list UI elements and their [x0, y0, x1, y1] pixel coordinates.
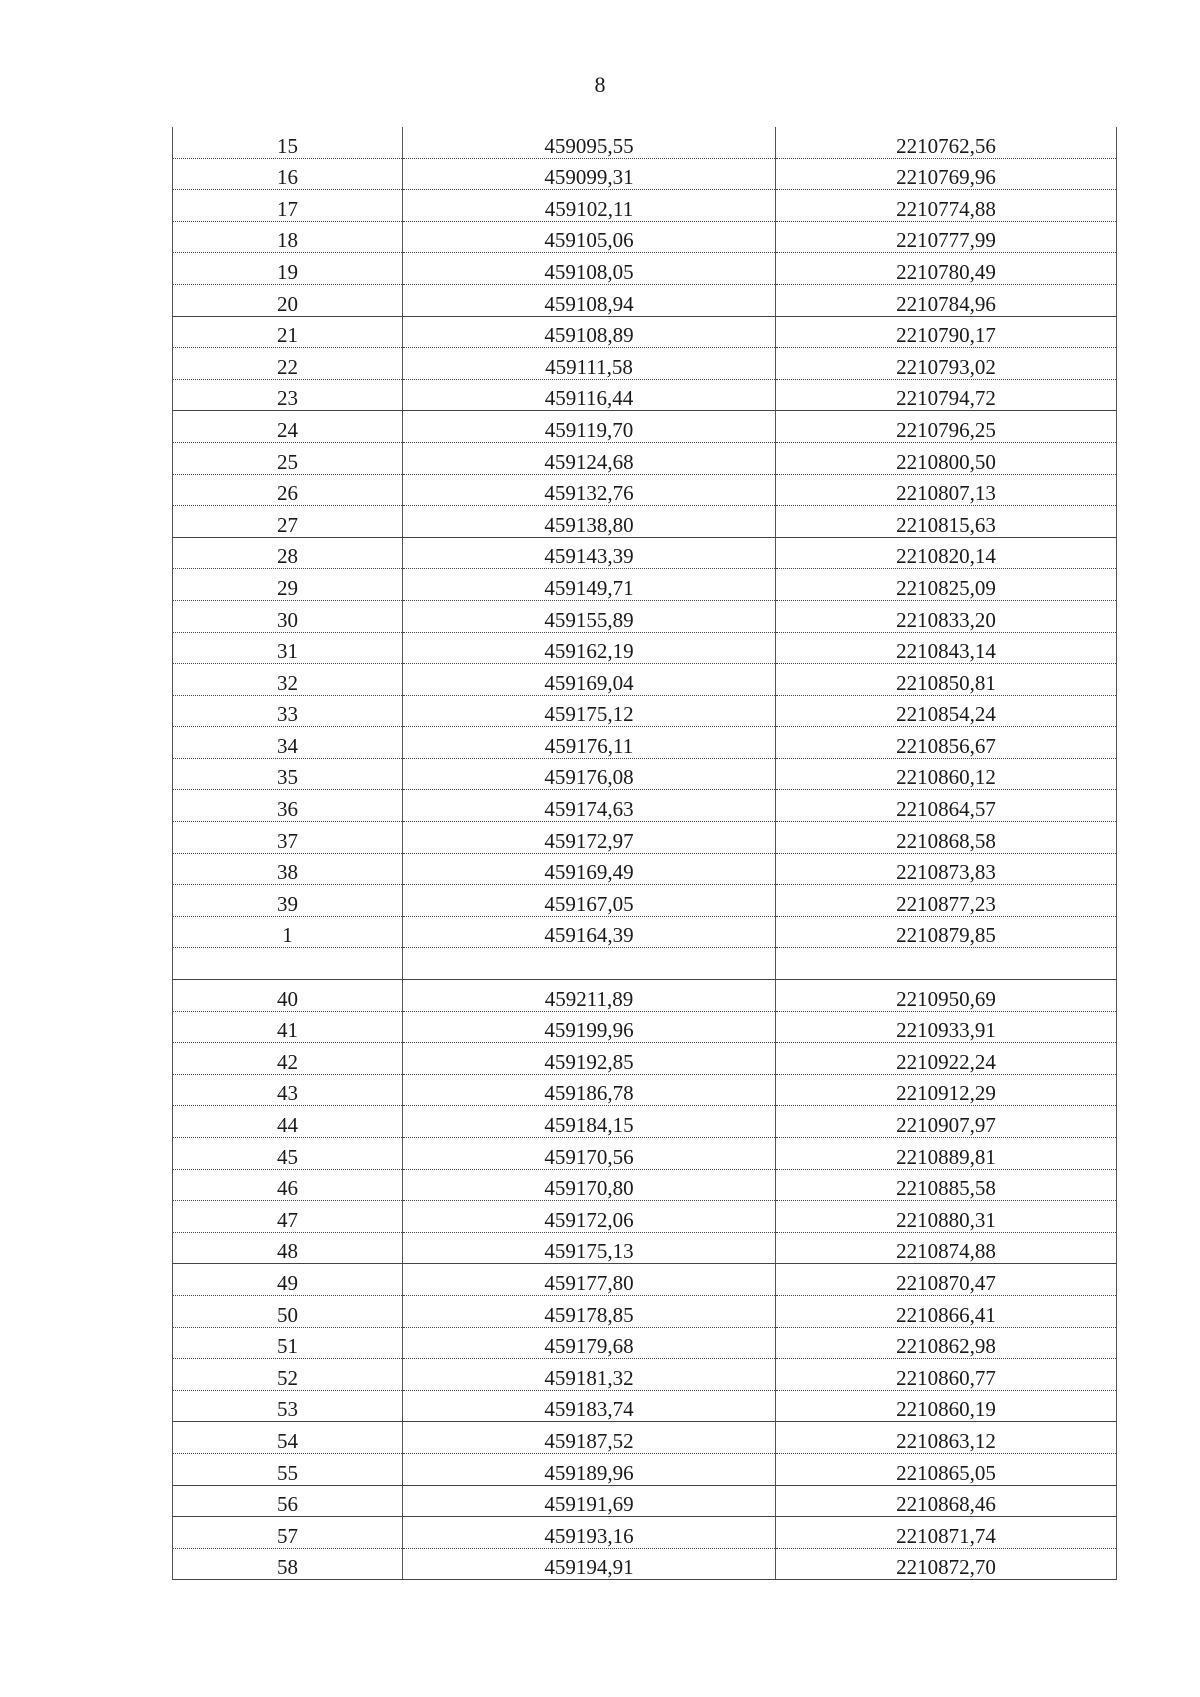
x-coordinate-cell: 459176,11 [403, 727, 776, 759]
y-coordinate-cell [776, 948, 1117, 980]
table-row [173, 127, 1117, 158]
y-coordinate-cell: 2210860,12 [776, 758, 1117, 790]
table-row [173, 442, 1117, 474]
point-number-cell: 53 [173, 1390, 403, 1422]
table-row [173, 506, 1117, 538]
x-coordinate-cell: 459194,91 [403, 1548, 776, 1580]
point-number-cell: 47 [173, 1201, 403, 1233]
table-row [173, 1517, 1117, 1549]
x-coordinate-cell: 459143,39 [403, 537, 776, 569]
x-coordinate-cell: 459132,76 [403, 474, 776, 506]
y-coordinate-cell: 2210907,97 [776, 1106, 1117, 1138]
point-number-cell: 42 [173, 1043, 403, 1075]
x-coordinate-cell: 459176,08 [403, 758, 776, 790]
table-row [173, 1390, 1117, 1422]
table-row [173, 1043, 1117, 1075]
y-coordinate-cell: 2210871,74 [776, 1517, 1117, 1549]
y-coordinate-cell: 2210885,58 [776, 1169, 1117, 1201]
table-row [173, 664, 1117, 696]
table-row [173, 1169, 1117, 1201]
x-coordinate-cell: 459102,11 [403, 190, 776, 222]
y-coordinate-cell: 2210780,49 [776, 253, 1117, 285]
y-coordinate-cell: 2210889,81 [776, 1138, 1117, 1170]
table-row [173, 348, 1117, 380]
table-row [173, 190, 1117, 222]
y-coordinate-cell: 2210868,58 [776, 822, 1117, 854]
point-number-cell: 54 [173, 1422, 403, 1454]
point-number-cell: 31 [173, 632, 403, 664]
y-coordinate-cell: 2210922,24 [776, 1043, 1117, 1075]
point-number-cell: 19 [173, 253, 403, 285]
y-coordinate-cell: 2210856,67 [776, 727, 1117, 759]
point-number-cell: 29 [173, 569, 403, 601]
x-coordinate-cell [403, 948, 776, 980]
x-coordinate-cell: 459099,31 [403, 158, 776, 190]
y-coordinate-cell: 2210879,85 [776, 916, 1117, 948]
point-number-cell: 48 [173, 1232, 403, 1264]
point-number-cell: 28 [173, 537, 403, 569]
y-coordinate-cell: 2210825,09 [776, 569, 1117, 601]
table-row [173, 1295, 1117, 1327]
point-number-cell: 18 [173, 221, 403, 253]
y-coordinate-cell: 2210800,50 [776, 442, 1117, 474]
y-coordinate-cell: 2210784,96 [776, 284, 1117, 316]
x-coordinate-cell: 459162,19 [403, 632, 776, 664]
table-row [173, 1453, 1117, 1485]
table-row [173, 1106, 1117, 1138]
x-coordinate-cell: 459108,89 [403, 316, 776, 348]
point-number-cell: 24 [173, 411, 403, 443]
y-coordinate-cell: 2210865,05 [776, 1453, 1117, 1485]
point-number-cell: 17 [173, 190, 403, 222]
x-coordinate-cell: 459189,96 [403, 1453, 776, 1485]
y-coordinate-cell: 2210850,81 [776, 664, 1117, 696]
table-row [173, 885, 1117, 917]
table-row [173, 790, 1117, 822]
x-coordinate-cell: 459167,05 [403, 885, 776, 917]
x-coordinate-cell: 459149,71 [403, 569, 776, 601]
y-coordinate-cell: 2210912,29 [776, 1074, 1117, 1106]
point-number-cell: 57 [173, 1517, 403, 1549]
table-row [173, 1074, 1117, 1106]
x-coordinate-cell: 459187,52 [403, 1422, 776, 1454]
y-coordinate-cell: 2210866,41 [776, 1295, 1117, 1327]
table-row [173, 727, 1117, 759]
point-number-cell: 40 [173, 980, 403, 1012]
point-number-cell: 23 [173, 379, 403, 411]
y-coordinate-cell: 2210769,96 [776, 158, 1117, 190]
y-coordinate-cell: 2210872,70 [776, 1548, 1117, 1580]
table-row [173, 537, 1117, 569]
x-coordinate-cell: 459177,80 [403, 1264, 776, 1296]
point-number-cell: 44 [173, 1106, 403, 1138]
x-coordinate-cell: 459199,96 [403, 1011, 776, 1043]
point-number-cell: 52 [173, 1359, 403, 1391]
y-coordinate-cell: 2210833,20 [776, 600, 1117, 632]
x-coordinate-cell: 459111,58 [403, 348, 776, 380]
x-coordinate-cell: 459178,85 [403, 1295, 776, 1327]
table-row [173, 474, 1117, 506]
point-number-cell: 32 [173, 664, 403, 696]
table-row [173, 1327, 1117, 1359]
point-number-cell: 34 [173, 727, 403, 759]
table-row [173, 695, 1117, 727]
table-row [173, 758, 1117, 790]
point-number-cell: 51 [173, 1327, 403, 1359]
x-coordinate-cell: 459175,12 [403, 695, 776, 727]
x-coordinate-cell: 459119,70 [403, 411, 776, 443]
point-number-cell: 37 [173, 822, 403, 854]
point-number-cell: 50 [173, 1295, 403, 1327]
coordinates-table [172, 127, 1117, 1580]
x-coordinate-cell: 459179,68 [403, 1327, 776, 1359]
table-row [173, 980, 1117, 1012]
x-coordinate-cell: 459105,06 [403, 221, 776, 253]
x-coordinate-cell: 459184,15 [403, 1106, 776, 1138]
y-coordinate-cell: 2210807,13 [776, 474, 1117, 506]
y-coordinate-cell: 2210793,02 [776, 348, 1117, 380]
point-number-cell: 36 [173, 790, 403, 822]
table-row [173, 916, 1117, 948]
table-row [173, 1201, 1117, 1233]
point-number-cell: 58 [173, 1548, 403, 1580]
point-number-cell [173, 948, 403, 980]
table-row [173, 1548, 1117, 1580]
table-row [173, 1138, 1117, 1170]
y-coordinate-cell: 2210862,98 [776, 1327, 1117, 1359]
point-number-cell: 16 [173, 158, 403, 190]
table-row [173, 1264, 1117, 1296]
table-row [173, 411, 1117, 443]
point-number-cell: 45 [173, 1138, 403, 1170]
point-number-cell: 20 [173, 284, 403, 316]
point-number-cell: 26 [173, 474, 403, 506]
x-coordinate-cell: 459191,69 [403, 1485, 776, 1517]
y-coordinate-cell: 2210950,69 [776, 980, 1117, 1012]
table-row [173, 1485, 1117, 1517]
table-row [173, 253, 1117, 285]
x-coordinate-cell: 459186,78 [403, 1074, 776, 1106]
table-row [173, 1011, 1117, 1043]
y-coordinate-cell: 2210873,83 [776, 853, 1117, 885]
x-coordinate-cell: 459169,49 [403, 853, 776, 885]
point-number-cell: 39 [173, 885, 403, 917]
table-row [173, 853, 1117, 885]
point-number-cell: 25 [173, 442, 403, 474]
point-number-cell: 35 [173, 758, 403, 790]
x-coordinate-cell: 459124,68 [403, 442, 776, 474]
y-coordinate-cell: 2210774,88 [776, 190, 1117, 222]
x-coordinate-cell: 459095,55 [403, 127, 776, 158]
x-coordinate-cell: 459164,39 [403, 916, 776, 948]
x-coordinate-cell: 459138,80 [403, 506, 776, 538]
x-coordinate-cell: 459108,94 [403, 284, 776, 316]
point-number-cell: 27 [173, 506, 403, 538]
page-number: 8 [594, 72, 606, 97]
table-row [173, 284, 1117, 316]
point-number-cell: 33 [173, 695, 403, 727]
x-coordinate-cell: 459183,74 [403, 1390, 776, 1422]
point-number-cell: 56 [173, 1485, 403, 1517]
point-number-cell: 22 [173, 348, 403, 380]
point-number-cell: 1 [173, 916, 403, 948]
y-coordinate-cell: 2210863,12 [776, 1422, 1117, 1454]
y-coordinate-cell: 2210794,72 [776, 379, 1117, 411]
table-row [173, 316, 1117, 348]
y-coordinate-cell: 2210815,63 [776, 506, 1117, 538]
x-coordinate-cell: 459181,32 [403, 1359, 776, 1391]
point-number-cell: 30 [173, 600, 403, 632]
y-coordinate-cell: 2210790,17 [776, 316, 1117, 348]
coordinates-table-body [173, 127, 1117, 1580]
y-coordinate-cell: 2210843,14 [776, 632, 1117, 664]
y-coordinate-cell: 2210877,23 [776, 885, 1117, 917]
y-coordinate-cell: 2210864,57 [776, 790, 1117, 822]
table-row [173, 600, 1117, 632]
table-row [173, 948, 1117, 980]
table-row [173, 1232, 1117, 1264]
table-row [173, 569, 1117, 601]
x-coordinate-cell: 459193,16 [403, 1517, 776, 1549]
table-row [173, 1422, 1117, 1454]
y-coordinate-cell: 2210874,88 [776, 1232, 1117, 1264]
x-coordinate-cell: 459170,80 [403, 1169, 776, 1201]
table-row [173, 379, 1117, 411]
y-coordinate-cell: 2210860,77 [776, 1359, 1117, 1391]
point-number-cell: 38 [173, 853, 403, 885]
x-coordinate-cell: 459108,05 [403, 253, 776, 285]
table-row [173, 221, 1117, 253]
point-number-cell: 55 [173, 1453, 403, 1485]
table-row [173, 822, 1117, 854]
y-coordinate-cell: 2210870,47 [776, 1264, 1117, 1296]
table-row [173, 632, 1117, 664]
point-number-cell: 49 [173, 1264, 403, 1296]
x-coordinate-cell: 459155,89 [403, 600, 776, 632]
y-coordinate-cell: 2210820,14 [776, 537, 1117, 569]
point-number-cell: 43 [173, 1074, 403, 1106]
x-coordinate-cell: 459116,44 [403, 379, 776, 411]
x-coordinate-cell: 459192,85 [403, 1043, 776, 1075]
x-coordinate-cell: 459172,06 [403, 1201, 776, 1233]
point-number-cell: 15 [173, 127, 403, 158]
y-coordinate-cell: 2210854,24 [776, 695, 1117, 727]
y-coordinate-cell: 2210796,25 [776, 411, 1117, 443]
y-coordinate-cell: 2210880,31 [776, 1201, 1117, 1233]
y-coordinate-cell: 2210777,99 [776, 221, 1117, 253]
x-coordinate-cell: 459174,63 [403, 790, 776, 822]
point-number-cell: 21 [173, 316, 403, 348]
x-coordinate-cell: 459170,56 [403, 1138, 776, 1170]
table-row [173, 158, 1117, 190]
x-coordinate-cell: 459172,97 [403, 822, 776, 854]
y-coordinate-cell: 2210762,56 [776, 127, 1117, 158]
point-number-cell: 41 [173, 1011, 403, 1043]
x-coordinate-cell: 459211,89 [403, 980, 776, 1012]
y-coordinate-cell: 2210868,46 [776, 1485, 1117, 1517]
x-coordinate-cell: 459169,04 [403, 664, 776, 696]
table-row [173, 1359, 1117, 1391]
y-coordinate-cell: 2210860,19 [776, 1390, 1117, 1422]
x-coordinate-cell: 459175,13 [403, 1232, 776, 1264]
point-number-cell: 46 [173, 1169, 403, 1201]
y-coordinate-cell: 2210933,91 [776, 1011, 1117, 1043]
